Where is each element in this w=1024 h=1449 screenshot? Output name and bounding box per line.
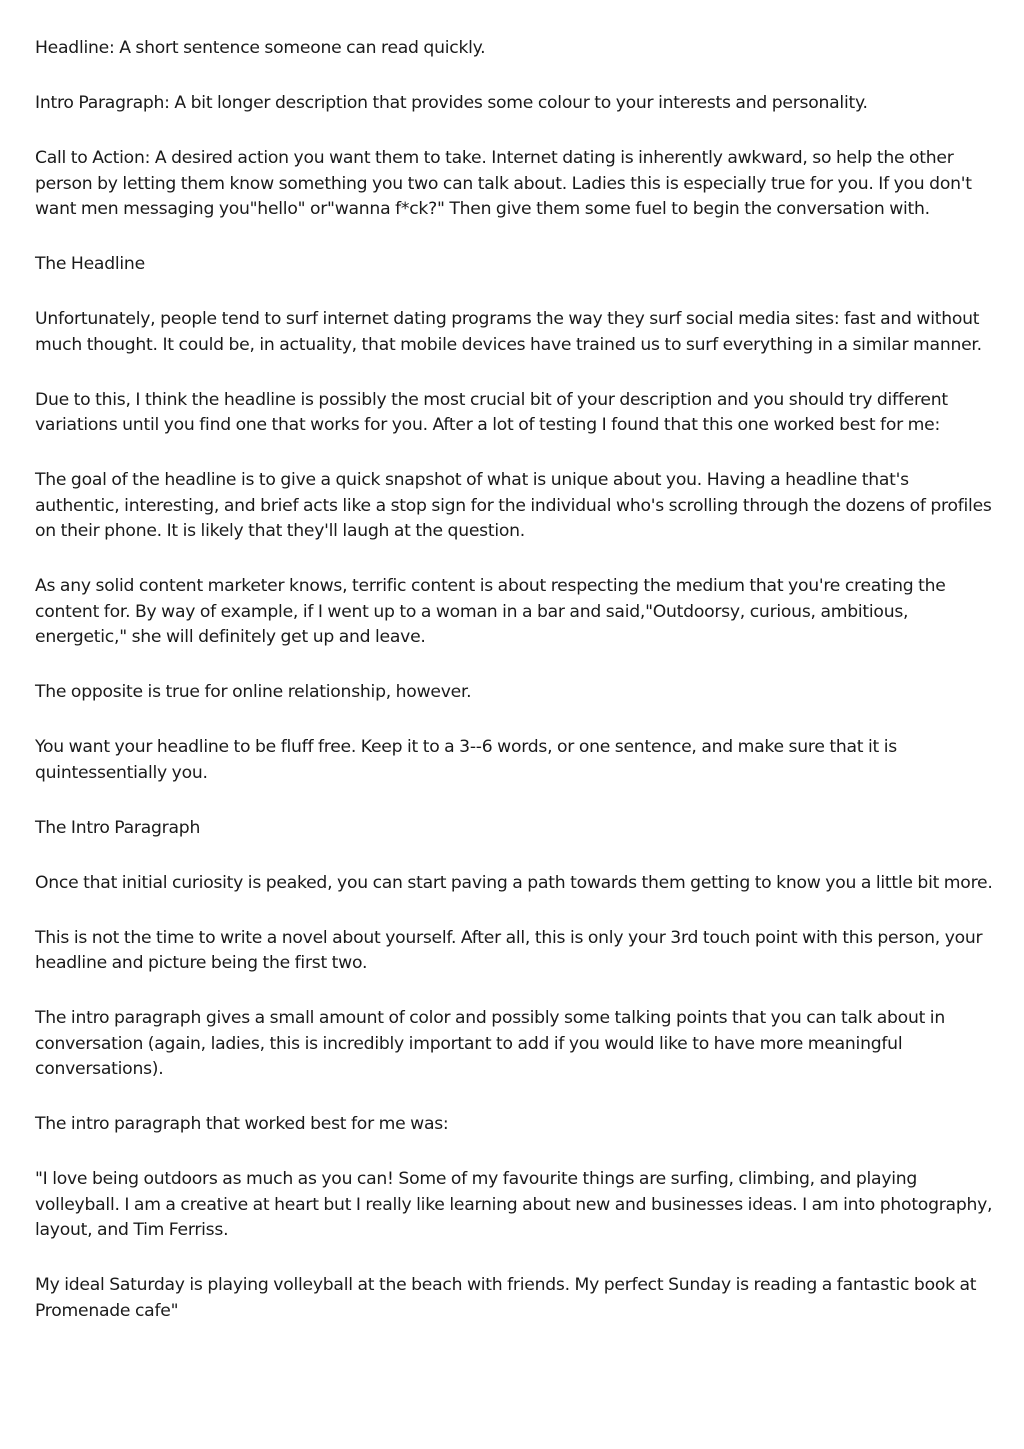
- section-heading-headline: The Headline: [35, 254, 145, 274]
- paragraph-intro-definition: Intro Paragraph: A bit longer description that provides some colour to your interests and personality.: [35, 93, 868, 113]
- quote-paragraph: My ideal Saturday is playing volleyball at the beach with friends. My perfect Sunday is reading a fantastic book at Promenade cafe": [35, 1275, 977, 1321]
- paragraph: The intro paragraph that worked best for me was:: [35, 1114, 449, 1134]
- paragraph: The goal of the headline is to give a quick snapshot of what is unique about you. Having a headline that's authentic, interesting, and brief acts like a stop sign for the individual who's scrolling through the dozens of profiles on their phone. It is likely that they'll laugh at the question.: [35, 470, 992, 541]
- paragraph: Once that initial curiosity is peaked, you can start paving a path towards them getting to know you a little bit more.: [35, 872, 993, 893]
- section-heading-intro-paragraph: The Intro Paragraph: [35, 817, 201, 838]
- paragraph: As any solid content marketer knows, terrific content is about respecting the medium that you're creating the content for. By way of example, if I went up to a woman in a bar and said,"Outdoorsy, curious, ambitious, energetic," she will definitely get up and leave.: [35, 576, 946, 647]
- paragraph: The intro paragraph gives a small amount of color and possibly some talking points that you can talk about in conversation (again, ladies, this is incredibly important to add if you would like to have more meaningful conversations).: [35, 1008, 945, 1079]
- document-body: [35, 36, 995, 1354]
- paragraph-headline-definition: Headline: A short sentence someone can read quickly.: [35, 38, 486, 58]
- paragraph: Due to this, I think the headline is possibly the most crucial bit of your description and you should try different variations until you find one that works for you. After a lot of testing I found that this one worked best for me:: [35, 389, 948, 435]
- paragraph: This is not the time to write a novel about yourself. After all, this is only your 3rd touch point with this person, your headline and picture being the first two.: [35, 927, 983, 973]
- quote-paragraph: "I love being outdoors as much as you can! Some of my favourite things are surfing, climbing, and playing volleyball. I am a creative at heart but I really like learning about new and businesses ideas. I am into photography, layout, and Tim Ferriss.: [35, 1169, 993, 1240]
- paragraph: Unfortunately, people tend to surf internet dating programs the way they surf social media sites: fast and without much thought. It could be, in actuality, that mobile devices have trained us to surf everything in a similar manner.: [35, 309, 982, 355]
- paragraph: The opposite is true for online relationship, however.: [35, 682, 472, 702]
- paragraph: You want your headline to be fluff free. Keep it to a 3--6 words, or one sentence, and make sure that it is quintessentially you.: [35, 737, 897, 783]
- paragraph-call-to-action-definition: Call to Action: A desired action you want them to take. Internet dating is inherently awkward, so help the other person by letting them know something you two can talk about. Ladies this is especially true for you. If you don't want men messaging you"hello" or"wanna f*ck?" Then give them some fuel to begin the conversation with.: [35, 148, 972, 219]
